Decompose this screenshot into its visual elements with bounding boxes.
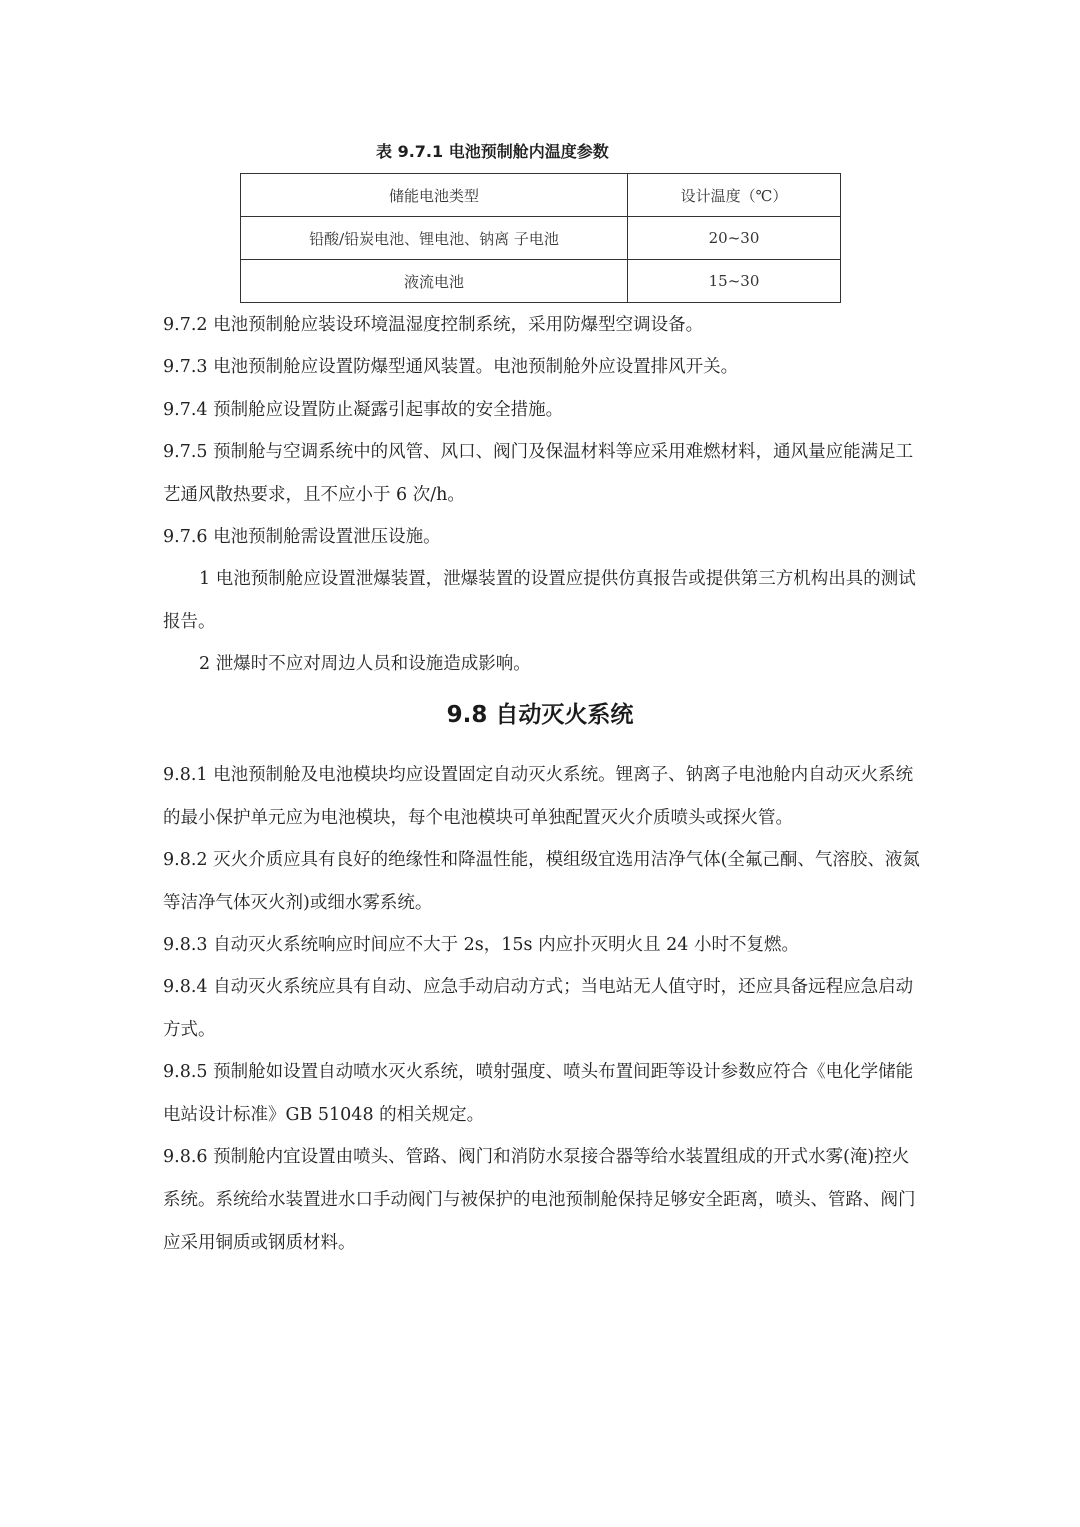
clause-9-7-5: 9.7.5 预制舱与空调系统中的风管、风口、阀门及保温材料等应采用难燃材料，通风量应能满足工艺通风散热要求，且不应小于 6 次/h。 [163, 442, 914, 505]
clause-9-8-1: 9.8.1 电池预制舱及电池模块均应设置固定自动灭火系统。锂离子、钠离子电池舱内自动灭火系统的最小保护单元应为电池模块，每个电池模块可单独配置灭火介质喷头或探火管。 [163, 765, 914, 828]
clause-9-8-3: 9.8.3 自动灭火系统响应时间应不大于 2s，15s 内应扑灭明火且 24 小时不复燃。 [163, 935, 799, 955]
table-cell: 20~30 [628, 217, 841, 260]
table-header-cell: 储能电池类型 [241, 174, 628, 217]
table-cell: 15~30 [628, 260, 841, 303]
clause-9-7-2: 9.7.2 电池预制舱应装设环境温湿度控制系统，采用防爆型空调设备。 [163, 315, 704, 335]
clause-9-7-4: 9.7.4 预制舱应设置防止凝露引起事故的安全措施。 [163, 400, 564, 420]
temperature-table [240, 173, 841, 303]
clause-9-7-3: 9.7.3 电池预制舱应设置防爆型通风装置。电池预制舱外应设置排风开关。 [163, 357, 739, 377]
clause-9-7-6-item-2: 2 泄爆时不应对周边人员和设施造成影响。 [199, 654, 531, 674]
table-header-cell: 设计温度（℃） [628, 174, 841, 217]
clause-9-7-6-item-1: 1 电池预制舱应设置泄爆装置，泄爆装置的设置应提供仿真报告或提供第三方机构出具的测试报告。 [163, 569, 916, 632]
table-header-row [241, 174, 841, 217]
table-caption: 表 9.7.1 电池预制舱内温度参数 [376, 142, 609, 161]
clause-9-8-4: 9.8.4 自动灭火系统应具有自动、应急手动启动方式；当电站无人值守时，还应具备远程应急启动方式。 [163, 977, 914, 1040]
table-row [241, 217, 841, 260]
clause-9-8-6: 9.8.6 预制舱内宜设置由喷头、管路、阀门和消防水泵接合器等给水装置组成的开式水雾(淹)控火系统。系统给水装置进水口手动阀门与被保护的电池预制舱保持足够安全距离，喷头、管路、阀门应采用铜质或钢质材料。 [163, 1147, 916, 1253]
table-cell: 液流电池 [241, 260, 628, 303]
clause-9-7-6: 9.7.6 电池预制舱需设置泄压设施。 [163, 527, 441, 547]
clause-9-8-5: 9.8.5 预制舱如设置自动喷水灭火系统，喷射强度、喷头布置间距等设计参数应符合《电化学储能电站设计标准》GB 51048 的相关规定。 [163, 1062, 914, 1125]
section-heading: 9.8 自动灭火系统 [446, 702, 634, 728]
table-cell: 铅酸/铅炭电池、锂电池、钠离 子电池 [241, 217, 628, 260]
table-row [241, 260, 841, 303]
clause-9-8-2: 9.8.2 灭火介质应具有良好的绝缘性和降温性能，模组级宜选用洁净气体(全氟己酮、气溶胶、液氮等洁净气体灭火剂)或细水雾系统。 [163, 850, 920, 913]
